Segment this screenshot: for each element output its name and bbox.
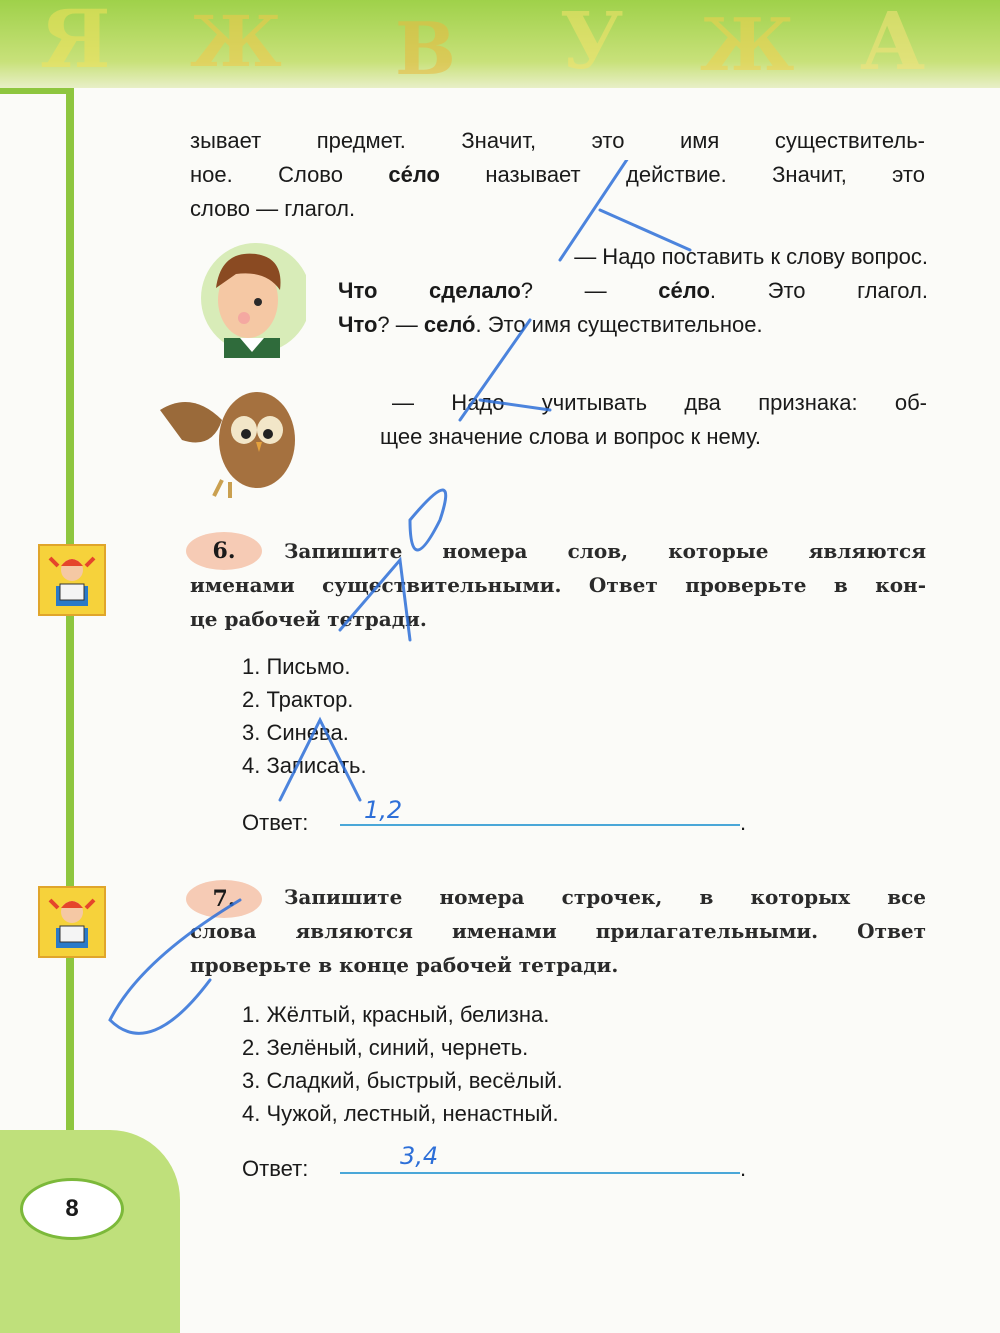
owl-speech-line: — Надо учитывать два признака: об- (392, 390, 927, 415)
exercise-line: слова являются именами прилагательными. Ответ (190, 919, 926, 943)
reading-girl-icon (38, 886, 106, 958)
list-item: 4. Записать. (242, 753, 367, 778)
list-item: 2. Трактор. (242, 687, 354, 712)
boy-illustration (196, 240, 306, 360)
answer-end: . (740, 1156, 747, 1181)
left-margin-rail (66, 88, 74, 1198)
list-item: 4. Чужой, лестный, ненастный. (242, 1101, 559, 1126)
answer-label: Ответ: (242, 810, 309, 835)
page-number: 8 (20, 1178, 124, 1240)
answer-line[interactable] (340, 824, 740, 826)
banner-letter: А (860, 0, 926, 88)
boy-speech-line: Что сделало? — се́ло. Это глагол. (338, 278, 928, 303)
top-banner (0, 0, 1000, 88)
left-rail-top (0, 88, 74, 94)
exercise-line: це рабочей тетради. (190, 607, 427, 631)
answer-label: Ответ: (242, 1156, 309, 1181)
exercise-line: Запишите номера строчек, в которых все (284, 885, 926, 909)
list-item: 3. Синева. (242, 720, 349, 745)
word-list (242, 650, 367, 782)
answer-line[interactable] (340, 1172, 740, 1174)
exercise-text (284, 880, 926, 914)
list-item: 2. Зелёный, синий, чернеть. (242, 1035, 529, 1060)
intro-line: слово — глагол. (190, 196, 356, 221)
exercise-number: 6. (186, 532, 262, 570)
banner-letter: Ж (190, 0, 282, 83)
answer-handwritten: 3,4 (400, 1142, 439, 1170)
intro-paragraph (190, 124, 925, 192)
owl-speech-line: щее значение слова и вопрос к нему. (380, 424, 761, 449)
banner-letter: Ж (700, 2, 795, 87)
boy-speech-line: — Надо поставить к слову вопрос. (574, 244, 928, 269)
exercise-number: 7. (186, 880, 262, 918)
banner-letter: Я (40, 0, 111, 86)
boy-speech-line: Что? — село́. Это имя существительное. (338, 312, 763, 337)
answer-end: . (740, 810, 747, 835)
owl-illustration (152, 380, 302, 500)
owl-speech (392, 386, 927, 420)
exercise-line: проверьте в конце рабочей тетради. (190, 953, 619, 977)
word-list (242, 998, 563, 1130)
reading-girl-icon (38, 544, 106, 616)
banner-letter: В (395, 6, 456, 88)
banner-letter: У (560, 0, 624, 87)
intro-line: ное. Слово се́ло называет действие. Значит, это (190, 162, 925, 187)
exercise-text (190, 568, 926, 602)
exercise-text (190, 914, 926, 948)
list-item: 3. Сладкий, быстрый, весёлый. (242, 1068, 563, 1093)
exercise-text (284, 534, 926, 568)
boy-speech (338, 240, 928, 342)
exercise-line: Запишите номера слов, которые являются (284, 539, 926, 563)
intro-line: зывает предмет. Значит, это имя существитель- (190, 128, 925, 153)
exercise-line: именами существительными. Ответ проверьте в кон- (190, 573, 926, 597)
list-item: 1. Письмо. (242, 654, 351, 679)
list-item: 1. Жёлтый, красный, белизна. (242, 1002, 550, 1027)
answer-handwritten: 1,2 (364, 796, 403, 824)
